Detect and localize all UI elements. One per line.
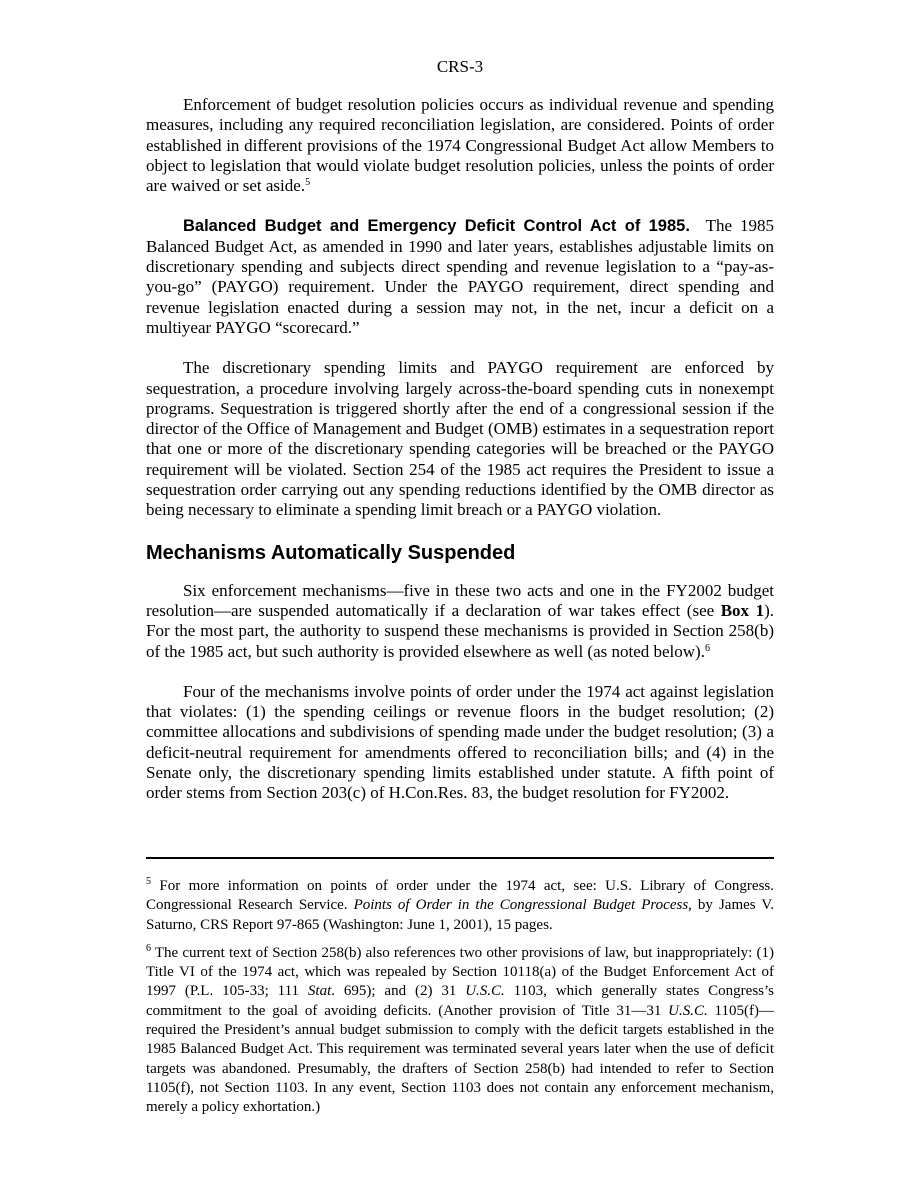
paragraph-six-mechanisms	[146, 581, 774, 662]
citation-italic: U.S.C.	[668, 1002, 708, 1019]
body-text	[146, 95, 774, 804]
paragraph-sequestration	[146, 358, 774, 520]
footnote-number: 5	[146, 876, 151, 887]
footnote-6	[146, 944, 774, 1118]
footnote-text: 1103, which generally states Congress’s commitment to the goal of avoiding deficits. (Another provision of Title 31—31	[146, 983, 774, 1019]
footnote-text-end: , by James V. Saturno, CRS Report 97-865 (Washington: June 1, 2001), 15 pages.	[146, 897, 775, 933]
footnotes	[146, 877, 774, 1118]
paragraph-balanced-budget-act	[146, 216, 774, 338]
citation-italic: Stat	[307, 983, 332, 1000]
paragraph-four-mechanisms	[146, 682, 774, 804]
footnote-text: The current text of Section 258(b) also references two other provisions of law, but inappropriately: (1) Title VI of the 1974 act, which was repealed by Section 10118(a) of the Budget Enforcement Act of 1997 (P.L. 105-33; 111	[146, 944, 774, 1000]
footnote-5	[146, 877, 774, 935]
footnote-ref-6: 6	[704, 642, 710, 654]
paragraph-text: Four of the mechanisms involve points of order under the 1974 act against legislation that violates: (1) the spending ceilings or revenue floors in the budget resolution; (2) committee allocations and subdivisions of spending made under the budget resolution; (3) a deficit-neutral requirement for amendments offered to reconciliation bills; and (4) in the Senate only, the discretionary spending limits established under statute. A fifth point of order stems from Section 203(c) of H.Con.Res. 83, the budget resolution for FY2002.	[146, 681, 774, 803]
box-reference: Box 1	[720, 600, 765, 620]
paragraph-text: The discretionary spending limits and PAYGO requirement are enforced by sequestration, a procedure involving largely across-the-board spending cuts in nonexempt programs. Sequestration is triggered shortly after the end of a congressional session if the director of the Office of Management and Budget (OMB) estimates in a sequestration report that one or more of the discretionary spending categories will be breached or the PAYGO requirement will be violated. Section 254 of the 1985 act requires the President to issue a sequestration order carrying out any spending reductions identified by the OMB director as being necessary to eliminate a spending limit breach or a PAYGO violation.	[146, 358, 774, 520]
footnote-number: 6	[146, 942, 151, 954]
footnote-ref-5: 5	[305, 177, 311, 189]
footnote-separator	[146, 857, 774, 859]
report-title: Points of Order in the Congressional Budget Process	[353, 897, 689, 914]
paragraph-text-end: ). For the most part, the authority to suspend these mechanisms is provided in Section 258(b) of the 1985 act, but such authority is provided elsewhere as well (as noted below).	[146, 600, 774, 661]
section-heading: Mechanisms Automatically Suspended	[146, 541, 516, 564]
paragraph-enforcement	[146, 95, 774, 196]
footnote-text: 1105(f)—required the President’s annual budget submission to comply with the deficit targets established in the 1985 Balanced Budget Act. This requirement was terminated several years later when the use of deficit targets was abandoned. Presumably, the drafters of Section 258(b) had intended to refer to Section 1105(f), not Section 1103. In any event, Section 1103 does not contain any enforcement mechanism, merely a policy exhortation.)	[146, 1002, 774, 1116]
paragraph-text-start: Six enforcement mechanisms—five in these two acts and one in the FY2002 budget resolution—are suspended automatically if a declaration of war takes effect (see	[146, 580, 774, 620]
footnote-text: For more information on points of order under the 1974 act, see: U.S. Library of Congress. Congressional Research Service.	[146, 878, 774, 914]
paragraph-text: The 1985 Balanced Budget Act, as amended in 1990 and later years, establishes adjustable limits on discretionary spending and subjects direct spending and revenue legislation to a “pay-as-you-go” (PAYGO) requirement. Under the PAYGO requirement, direct spending and revenue legislation enacted during a session may not, in the net, incur a deficit on a multiyear PAYGO “scorecard.”	[146, 216, 774, 337]
footnote-text: . 695); and (2) 31	[331, 983, 466, 1000]
page-number-header: CRS-3	[436, 57, 484, 76]
run-in-heading: Balanced Budget and Emergency Deficit Control Act of 1985.	[183, 217, 690, 236]
paragraph-text: Enforcement of budget resolution policies occurs as individual revenue and spending measures, including any required reconciliation legislation, are considered. Points of order established in different provisions of the 1974 Congressional Budget Act allow Members to object to legislation that would violate budget resolution policies, unless the points of order are waived or set aside.	[146, 95, 774, 196]
citation-italic: U.S.C.	[465, 983, 505, 1000]
